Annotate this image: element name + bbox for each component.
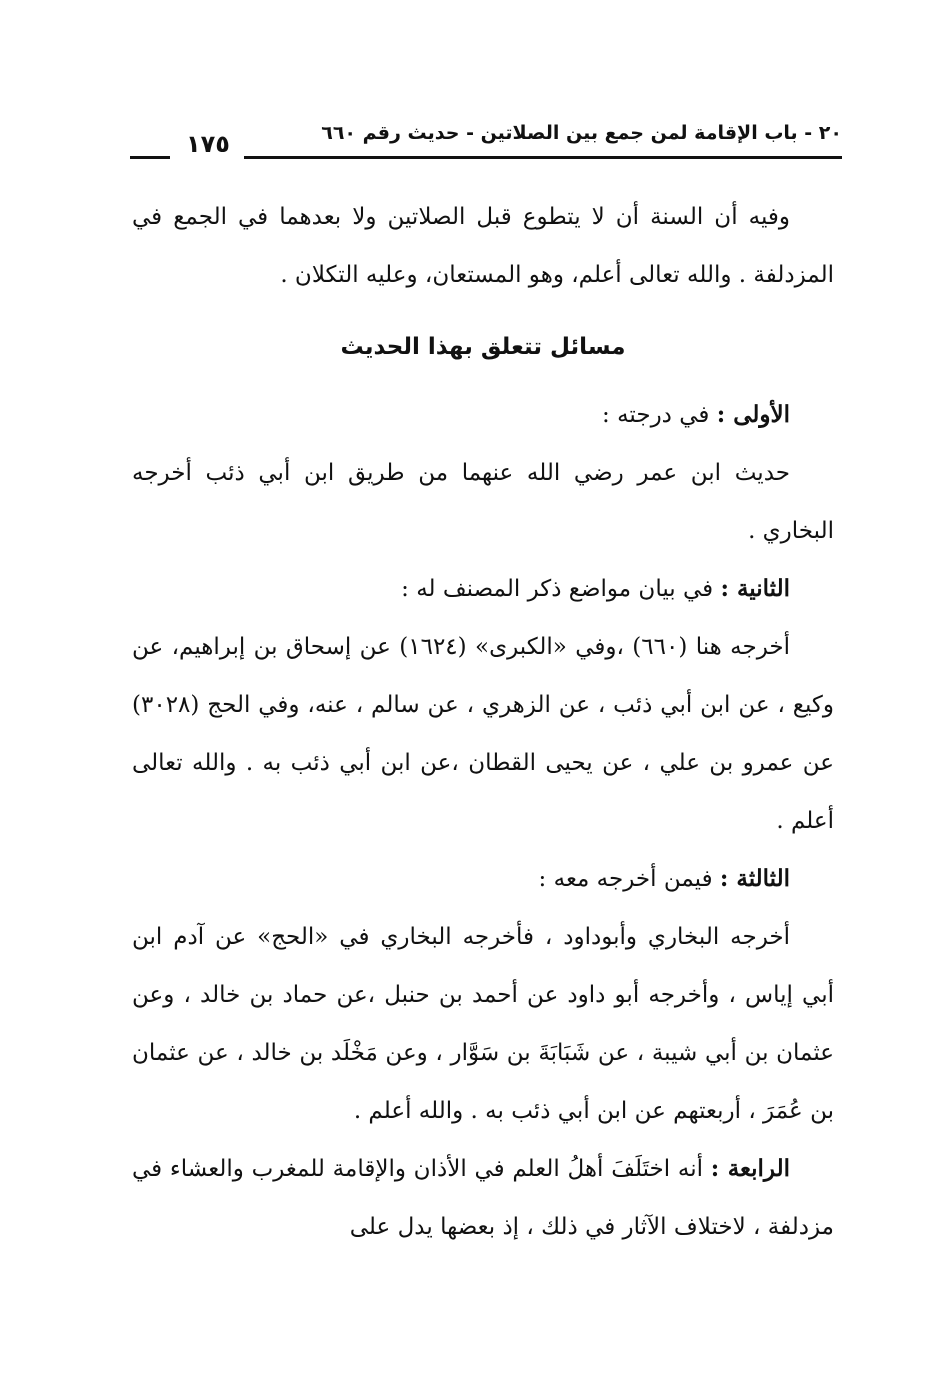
paragraph-intro: وفيه أن السنة أن لا يتطوع قبل الصلاتين ولا بعدهما في الجمع في المزدلفة . والله تعالى أعلم، وهو المستعان، وعليه التكلان . [132,204,834,288]
question-3-line [132,850,834,908]
page-number: ١٧٥ [186,130,230,158]
question-1-line [132,386,834,444]
question-4-body: أنه اختَلَفَ أهلُ العلم في الأذان والإقامة للمغرب والعشاء في مزدلفة ، لاختلاف الآثار في ذلك ، إذ بعضها يدل على [132,1156,834,1240]
question-3-body: أخرجه البخاري وأبوداود ، فأخرجه البخاري في «الحج» عن آدم ابن أبي إياس ، وأخرجه أبو داود عن أحمد بن حنبل ،عن حماد بن خالد ، وعن عثمان بن أبي شيبة ، عن شَبَابَةَ بن سَوَّار ، وعن مَخْلَد بن خالد ، عن عثمان بن عُمَرَ ، أربعتهم عن ابن أبي ذئب به . والله أعلم . [132,924,834,1124]
question-4-title: الرابعة : [710,1155,790,1182]
question-4-paragraph [132,1140,834,1256]
running-header [130,118,842,162]
question-2-line [132,560,834,618]
header-rule [244,156,842,159]
question-2-text: في بيان مواضع ذكر المصنف له : [401,576,721,602]
question-3-title: الثالثة : [719,865,790,892]
question-1-title: الأولى : [716,401,790,428]
question-1-body: حديث ابن عمر رضي الله عنهما من طريق ابن أبي ذئب أخرجه البخاري . [132,460,834,544]
question-2-body: أخرجه هنا (٦٦٠) ،وفي «الكبرى» (١٦٢٤) عن إسحاق بن إبراهيم، عن وكيع ، عن ابن أبي ذئب ، عن الزهري ، عن سالم ، عنه، وفي الحج (٣٠٢٨) عن عمرو بن علي ، عن يحيى القطان ،عن ابن أبي ذئب به . والله تعالى أعلم . [132,634,834,834]
question-1-text: في درجته : [602,402,717,428]
page-number-dash [130,156,170,159]
question-3-text: فيمن أخرجه معه : [538,866,720,892]
question-2-title: الثانية : [720,575,790,602]
page-body [132,188,834,1256]
chapter-title: ٢٠ - باب الإقامة لمن جمع بين الصلاتين - حديث رقم ٦٦٠ [321,122,842,144]
section-heading: مسائل تتعلق بهذا الحديث [340,334,626,360]
